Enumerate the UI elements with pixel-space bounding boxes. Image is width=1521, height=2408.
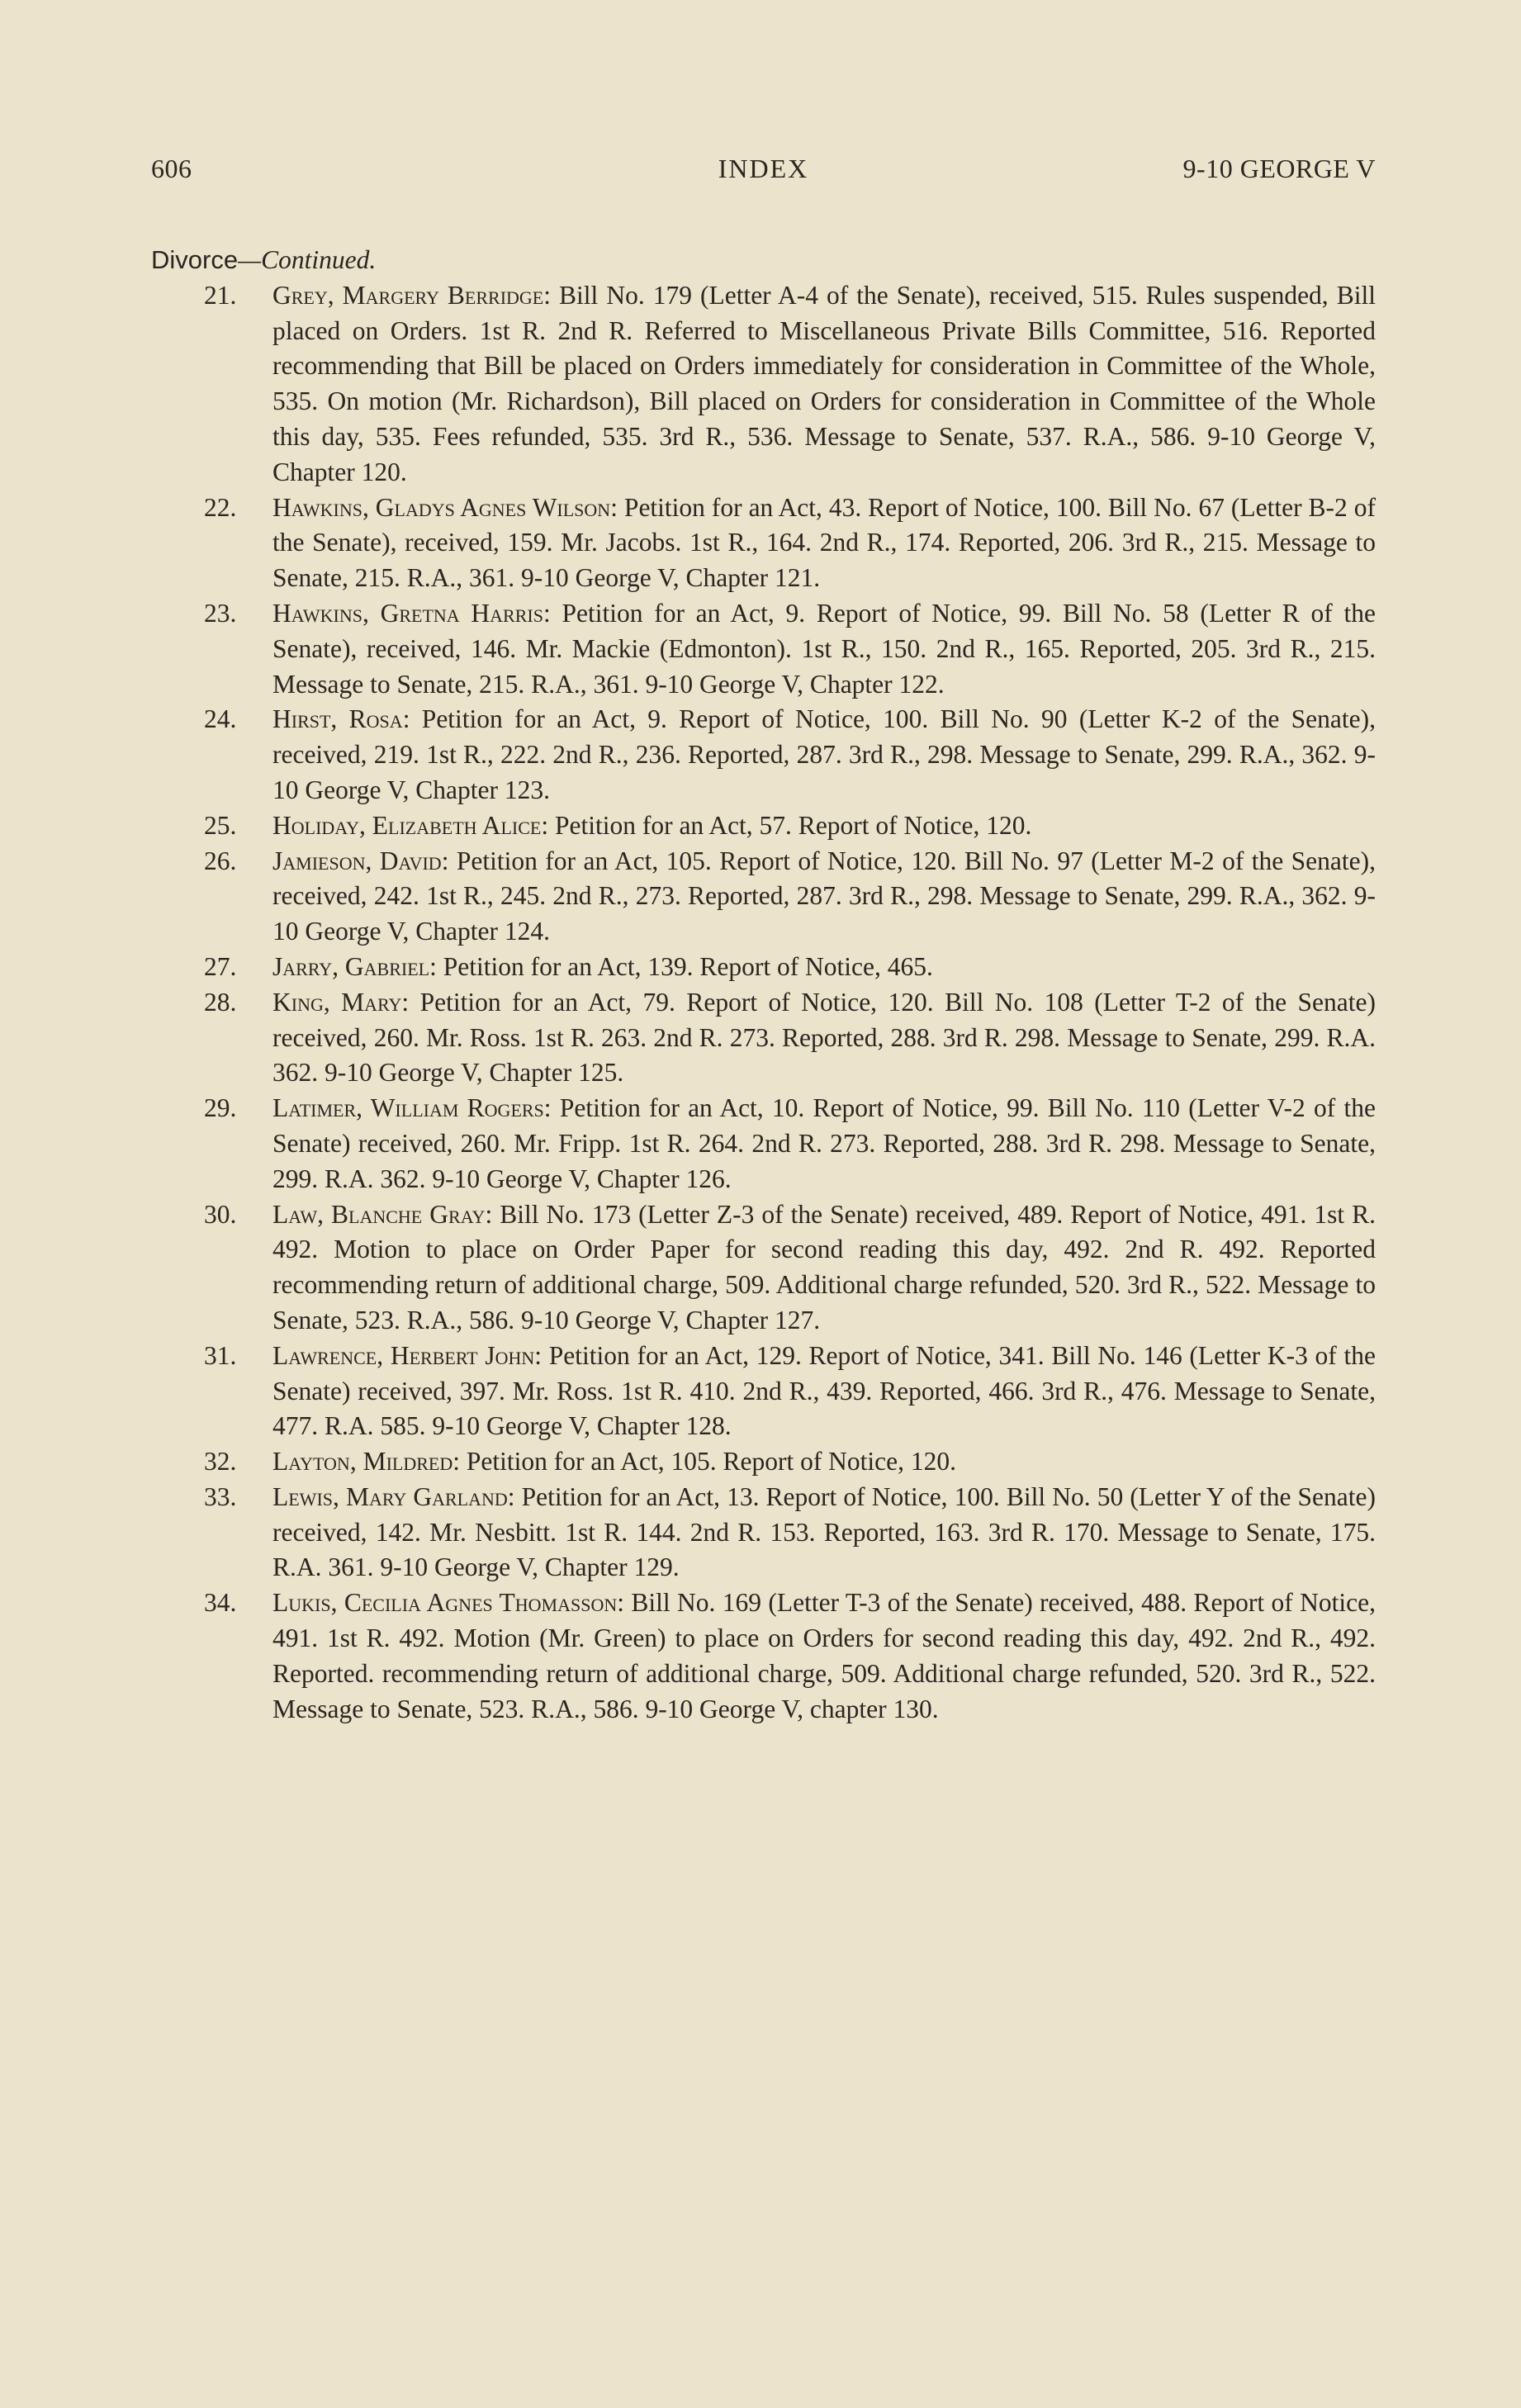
entry-text: Bill No. 179 (Letter A-4 of the Senate), received, 515. Rules suspended, Bill placed on Orders. 1st R. 2nd R. Referred to Miscellaneous Private Bills Committee, 516. Reported recommending that Bill be placed on Orders immediately for consideration in Committee of the Whole, 535. On motion (Mr. Richardson), Bill placed on Orders for consideration in Committee of the Whole this day, 535. Fees refunded, 535. 3rd R., 536. Message to Senate, 537. R.A., 586. 9-10 George V, Chapter 120. <box>272 280 1376 486</box>
index-entry: 32. Layton, Mildred: Petition for an Act, 105. Report of Notice, 120. <box>151 1444 1376 1480</box>
reign-label: 9-10 GEORGE V <box>1182 154 1376 183</box>
entry-name: Jarry, Gabriel <box>272 951 430 981</box>
section-name: Divorce <box>151 245 239 274</box>
entry-name: Lewis, Mary Garland <box>272 1481 508 1511</box>
entry-name: Law, Blanche Gray <box>272 1199 486 1229</box>
entry-text: Petition for an Act, 105. Report of Notice, 120. <box>466 1447 957 1477</box>
entry-number: 25. <box>204 810 237 840</box>
entry-text: Petition for an Act, 105. Report of Notice, 120. Bill No. 97 (Letter M-2 of the Senate), received, 242. 1st R., 245. 2nd R., 273. Reported, 287. 3rd R., 298. Message to Senate, 299. R.A., 362. 9-10 George V, Chapter 124. <box>272 846 1376 946</box>
entry-text: Petition for an Act, 79. Report of Notice, 120. Bill No. 108 (Letter T-2 of the Senate) received, 260. Mr. Ross. 1st R. 263. 2nd R. 273. Reported, 288. 3rd R. 298. Message to Senate, 299. R.A. 362. 9-10 George V, Chapter 125. <box>272 987 1376 1088</box>
index-entry: 21. Grey, Margery Berridge: Bill No. 179 (Letter A-4 of the Senate), received, 515. Rules suspended, Bill placed on Orders. 1st R. 2nd R. Referred to Miscellaneous Private Bills Committee, 516. Reported recommending that Bill be placed on Orders immediately for consideration in Committee of the Whole, 535. On motion (Mr. Richardson), Bill placed on Orders for consideration in Committee of the Whole this day, 535. Fees refunded, 535. 3rd R., 536. Message to Senate, 537. R.A., 586. 9-10 George V, Chapter 120. <box>151 278 1376 491</box>
entry-number: 34. <box>204 1588 237 1618</box>
index-content <box>151 243 1376 1727</box>
entry-text: Bill No. 173 (Letter Z-3 of the Senate) received, 489. Report of Notice, 491. 1st R. 492. Motion to place on Order Paper for second reading this day, 492. 2nd R. 492. Reported recommending return of additional charge, 509. Additional charge refunded, 520. 3rd R., 522. Message to Senate, 523. R.A., 586. 9-10 George V, Chapter 127. <box>272 1199 1376 1334</box>
index-entry: 22. Hawkins, Gladys Agnes Wilson: Petition for an Act, 43. Report of Notice, 100. Bill No. 67 (Letter B-2 of the Senate), received, 159. Mr. Jacobs. 1st R., 164. 2nd R., 174. Reported, 206. 3rd R., 215. Message to Senate, 215. R.A., 361. 9-10 George V, Chapter 121. <box>151 491 1376 596</box>
entry-text: Petition for an Act, 43. Report of Notice, 100. Bill No. 67 (Letter B-2 of the Senate), received, 159. Mr. Jacobs. 1st R., 164. 2nd R., 174. Reported, 206. 3rd R., 215. Message to Senate, 215. R.A., 361. 9-10 George V, Chapter 121. <box>272 492 1376 593</box>
index-entry: 33. Lewis, Mary Garland: Petition for an Act, 13. Report of Notice, 100. Bill No. 50 (Letter Y of the Senate) received, 142. Mr. Nesbitt. 1st R. 144. 2nd R. 153. Reported, 163. 3rd R. 170. Message to Senate, 175. R.A. 361. 9-10 George V, Chapter 129. <box>151 1480 1376 1586</box>
entry-name: Hawkins, Gretna Harris <box>272 598 543 628</box>
entry-text: Petition for an Act, 139. Report of Notice, 465. <box>443 951 933 981</box>
page-title: INDEX <box>718 154 809 183</box>
entry-list <box>151 278 1376 1728</box>
entry-name: Jamieson, David <box>272 846 442 875</box>
entry-number: 26. <box>204 846 237 875</box>
entry-text: Petition for an Act, 57. Report of Notice, 120. <box>554 810 1032 840</box>
entry-text: Petition for an Act, 9. Report of Notice, 99. Bill No. 58 (Letter R of the Senate), received, 146. Mr. Mackie (Edmonton). 1st R., 150. 2nd R., 165. Reported, 205. 3rd R., 215. Message to Senate, 215. R.A., 361. 9-10 George V, Chapter 122. <box>272 598 1376 699</box>
index-entry: 26. Jamieson, David: Petition for an Act, 105. Report of Notice, 120. Bill No. 97 (Letter M-2 of the Senate), received, 242. 1st R., 245. 2nd R., 273. Reported, 287. 3rd R., 298. Message to Senate, 299. R.A., 362. 9-10 George V, Chapter 124. <box>151 844 1376 950</box>
index-entry: 30. Law, Blanche Gray: Bill No. 173 (Letter Z-3 of the Senate) received, 489. Report of Notice, 491. 1st R. 492. Motion to place on Order Paper for second reading this day, 492. 2nd R. 492. Reported recommending return of additional charge, 509. Additional charge refunded, 520. 3rd R., 522. Message to Senate, 523. R.A., 586. 9-10 George V, Chapter 127. <box>151 1197 1376 1339</box>
index-entry: 23. Hawkins, Gretna Harris: Petition for an Act, 9. Report of Notice, 99. Bill No. 58 (Letter R of the Senate), received, 146. Mr. Mackie (Edmonton). 1st R., 150. 2nd R., 165. Reported, 205. 3rd R., 215. Message to Senate, 215. R.A., 361. 9-10 George V, Chapter 122. <box>151 596 1376 702</box>
entry-number: 27. <box>204 951 237 981</box>
index-entry: 28. King, Mary: Petition for an Act, 79. Report of Notice, 120. Bill No. 108 (Letter T-2 of the Senate) received, 260. Mr. Ross. 1st R. 263. 2nd R. 273. Reported, 288. 3rd R. 298. Message to Senate, 299. R.A. 362. 9-10 George V, Chapter 125. <box>151 985 1376 1091</box>
entry-text: Petition for an Act, 9. Report of Notice, 100. Bill No. 90 (Letter K-2 of the Senate), received, 219. 1st R., 222. 2nd R., 236. Reported, 287. 3rd R., 298. Message to Senate, 299. R.A., 362. 9-10 George V, Chapter 123. <box>272 704 1376 804</box>
entry-name: Hirst, Rosa <box>272 704 403 734</box>
entry-name: King, Mary <box>272 987 402 1017</box>
entry-number: 32. <box>204 1447 237 1477</box>
entry-number: 33. <box>204 1481 237 1511</box>
section-continued: —Continued. <box>238 245 377 274</box>
entry-name: Layton, Mildred <box>272 1447 453 1477</box>
entry-text: Petition for an Act, 10. Report of Notice, 99. Bill No. 110 (Letter V-2 of the Senate) received, 260. Mr. Fripp. 1st R. 264. 2nd R. 273. Reported, 288. 3rd R. 298. Message to Senate, 299. R.A. 362. 9-10 George V, Chapter 126. <box>272 1093 1376 1193</box>
index-entry: 25. Holiday, Elizabeth Alice: Petition for an Act, 57. Report of Notice, 120. <box>151 808 1376 844</box>
entry-name: Grey, Margery Berridge <box>272 280 544 310</box>
entry-number: 24. <box>204 704 237 734</box>
entry-text: Petition for an Act, 129. Report of Notice, 341. Bill No. 146 (Letter K-3 of the Senate) received, 397. Mr. Ross. 1st R. 410. 2nd R., 439. Reported, 466. 3rd R., 476. Message to Senate, 477. R.A. 585. 9-10 George V, Chapter 128. <box>272 1340 1376 1441</box>
index-entry: 24. Hirst, Rosa: Petition for an Act, 9. Report of Notice, 100. Bill No. 90 (Letter K-2 of the Senate), received, 219. 1st R., 222. 2nd R., 236. Reported, 287. 3rd R., 298. Message to Senate, 299. R.A., 362. 9-10 George V, Chapter 123. <box>151 702 1376 808</box>
entry-number: 29. <box>204 1093 237 1123</box>
entry-number: 22. <box>204 492 237 522</box>
page-number: 606 <box>151 154 192 183</box>
page-header <box>151 154 1376 195</box>
entry-number: 31. <box>204 1340 237 1370</box>
entry-name: Latimer, William Rogers <box>272 1093 544 1123</box>
entry-name: Lukis, Cecilia Agnes Thomasson <box>272 1588 618 1618</box>
index-entry: 34. Lukis, Cecilia Agnes Thomasson: Bill No. 169 (Letter T-3 of the Senate) received, 488. Report of Notice, 491. 1st R. 492. Motion (Mr. Green) to place on Orders for second reading this day, 492. 2nd R., 492. Reported. recommending return of additional charge, 509. Additional charge refunded, 520. 3rd R., 522. Message to Senate, 523. R.A., 586. 9-10 George V, chapter 130. <box>151 1586 1376 1727</box>
entry-number: 21. <box>204 280 237 310</box>
entry-name: Lawrence, Herbert John <box>272 1340 535 1370</box>
entry-text: Bill No. 169 (Letter T-3 of the Senate) received, 488. Report of Notice, 491. 1st R. 492. Motion (Mr. Green) to place on Orders for second reading this day, 492. 2nd R., 492. Reported. recommending return of additional charge, 509. Additional charge refunded, 520. 3rd R., 522. Message to Senate, 523. R.A., 586. 9-10 George V, chapter 130. <box>272 1588 1376 1723</box>
index-entry: 31. Lawrence, Herbert John: Petition for an Act, 129. Report of Notice, 341. Bill No. 146 (Letter K-3 of the Senate) received, 397. Mr. Ross. 1st R. 410. 2nd R., 439. Reported, 466. 3rd R., 476. Message to Senate, 477. R.A. 585. 9-10 George V, Chapter 128. <box>151 1339 1376 1444</box>
entry-number: 28. <box>204 987 237 1017</box>
entry-text: Petition for an Act, 13. Report of Notice, 100. Bill No. 50 (Letter Y of the Senate) received, 142. Mr. Nesbitt. 1st R. 144. 2nd R. 153. Reported, 163. 3rd R. 170. Message to Senate, 175. R.A. 361. 9-10 George V, Chapter 129. <box>272 1481 1376 1582</box>
index-entry: 27. Jarry, Gabriel: Petition for an Act, 139. Report of Notice, 465. <box>151 950 1376 985</box>
section-heading <box>151 243 1376 278</box>
entry-number: 23. <box>204 598 237 628</box>
entry-number: 30. <box>204 1199 237 1229</box>
entry-name: Holiday, Elizabeth Alice <box>272 810 542 840</box>
entry-name: Hawkins, Gladys Agnes Wilson <box>272 492 611 522</box>
index-entry: 29. Latimer, William Rogers: Petition for an Act, 10. Report of Notice, 99. Bill No. 110 (Letter V-2 of the Senate) received, 260. Mr. Fripp. 1st R. 264. 2nd R. 273. Reported, 288. 3rd R. 298. Message to Senate, 299. R.A. 362. 9-10 George V, Chapter 126. <box>151 1091 1376 1197</box>
